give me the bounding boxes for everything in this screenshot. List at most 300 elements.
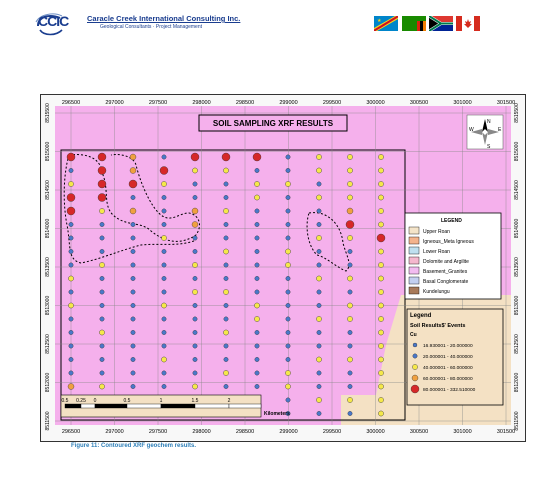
sample-point: [192, 289, 197, 294]
north-arrow-icon: [467, 115, 503, 150]
sample-point: [224, 384, 228, 388]
sample-point: [224, 263, 228, 267]
bottom-tick-label: 299500: [322, 429, 342, 435]
bottom-tick-label: 301500: [496, 429, 516, 435]
bottom-tick-label: 298500: [235, 429, 255, 435]
sample-point: [317, 303, 321, 307]
sample-point: [67, 207, 75, 215]
sample-point: [317, 209, 321, 213]
sample-point: [98, 167, 106, 175]
legend-item-label: Kundelungu: [423, 289, 450, 295]
sample-point: [347, 154, 352, 159]
sample-point: [129, 180, 137, 188]
drc-flag-icon: [374, 16, 398, 31]
sample-point: [131, 330, 135, 334]
sample-point: [254, 181, 259, 186]
sample-point: [131, 249, 135, 253]
sample-point: [348, 249, 352, 253]
sample-point: [130, 168, 136, 174]
top-tick-label: 300000: [366, 100, 385, 106]
sample-point: [99, 262, 104, 267]
sample-point: [224, 222, 228, 226]
left-tick-label: 8511500: [45, 411, 51, 431]
sample-point: [69, 249, 73, 253]
sample-point: [317, 249, 321, 253]
sample-point: [162, 263, 166, 267]
sample-point: [286, 290, 290, 294]
sample-point: [378, 303, 383, 308]
sample-point: [100, 371, 104, 375]
sample-point: [224, 182, 228, 186]
scale-segment: [81, 404, 95, 408]
sample-point: [255, 276, 259, 280]
bottom-tick-label: 299000: [279, 429, 298, 435]
sample-point: [317, 182, 321, 186]
svg-text:E: E: [498, 127, 502, 133]
sample-point: [285, 249, 290, 254]
legend-swatch: [409, 247, 419, 254]
sample-point: [317, 222, 321, 226]
sample-point: [161, 303, 166, 308]
sample-point: [161, 181, 166, 186]
sample-point: [224, 276, 228, 280]
left-tick-label: 8514000: [45, 218, 51, 239]
bottom-tick-label: 300500: [409, 429, 429, 435]
right-tick-label: 8512000: [514, 372, 520, 393]
sample-point: [378, 262, 383, 267]
sample-point: [162, 209, 166, 213]
svg-text:Legend: Legend: [410, 313, 432, 319]
top-tick-label: 301000: [453, 100, 472, 106]
top-tick-label: 297000: [105, 100, 124, 106]
sample-point: [223, 208, 228, 213]
sample-point: [223, 370, 228, 375]
sample-point: [222, 153, 230, 161]
sample-point: [286, 330, 290, 334]
svg-text:Soil Results$' Events: Soil Results$' Events: [410, 323, 466, 329]
sample-point: [98, 194, 106, 202]
sample-point: [100, 290, 104, 294]
sample-point: [193, 371, 197, 375]
sample-point: [68, 181, 73, 186]
sample-point: [69, 290, 73, 294]
bottom-tick-label: 298000: [192, 429, 211, 435]
sample-point: [347, 195, 352, 200]
sample-point: [286, 276, 290, 280]
sample-point: [286, 303, 290, 307]
sample-point: [317, 290, 321, 294]
sample-point: [99, 208, 104, 213]
sample-point: [378, 289, 383, 294]
sample-point: [317, 371, 321, 375]
company-tagline: Geological Consultants · Project Management: [100, 24, 202, 30]
svg-text:N: N: [487, 119, 491, 125]
sample-point: [348, 263, 352, 267]
scale-segment: [127, 404, 161, 408]
sample-point: [161, 235, 166, 240]
sample-point: [100, 249, 104, 253]
sample-point: [100, 236, 104, 240]
sample-point: [286, 195, 290, 199]
sample-point: [193, 182, 197, 186]
sample-point: [193, 344, 197, 348]
sample-point: [69, 317, 73, 321]
bottom-tick-label: 301000: [453, 429, 472, 435]
sample-point: [98, 180, 106, 188]
sample-point: [131, 357, 135, 361]
sample-point: [255, 371, 259, 375]
sample-point: [316, 168, 321, 173]
top-tick-label: 298000: [192, 100, 211, 106]
bottom-tick-label: 297000: [105, 429, 124, 435]
map-canvas: [41, 95, 525, 441]
scale-bar: [61, 395, 290, 417]
legend-class-label: 80.000001 - 332.510000: [423, 388, 476, 393]
sample-point: [255, 384, 259, 388]
sample-point: [162, 290, 166, 294]
legend-class-label: 40.000001 - 60.000000: [423, 366, 473, 371]
map-title: SOIL SAMPLING XRF RESULTS: [212, 119, 334, 128]
company-name: Caracle Creek International Consulting Inc.: [87, 14, 241, 23]
sample-point: [255, 236, 259, 240]
sample-point: [131, 263, 135, 267]
sample-point: [100, 317, 104, 321]
sample-point: [69, 330, 73, 334]
sample-point: [162, 249, 166, 253]
legend-swatch: [409, 257, 419, 264]
sample-point: [286, 344, 290, 348]
legend-class-symbol: [411, 385, 419, 393]
svg-text:★: ★: [377, 18, 382, 24]
top-tick-label: 301500: [496, 100, 516, 106]
top-tick-label: 299000: [279, 100, 298, 106]
sample-point: [192, 208, 198, 214]
sample-point: [378, 208, 383, 213]
scale-label: 0.5: [123, 398, 131, 404]
right-tick-label: 8512500: [514, 334, 520, 354]
sample-point: [286, 357, 290, 361]
sample-point: [348, 371, 352, 375]
sample-point: [255, 249, 259, 253]
sample-point: [285, 181, 290, 186]
scale-segment: [229, 404, 261, 408]
sample-point: [131, 371, 135, 375]
sample-point: [347, 303, 352, 308]
sample-point: [347, 235, 352, 240]
legend-class-symbol: [412, 375, 418, 381]
sample-point: [347, 208, 353, 214]
sample-point: [192, 262, 197, 267]
sample-point: [69, 263, 73, 267]
top-tick-label: 297500: [148, 100, 168, 106]
left-tick-label: 8513000: [45, 295, 51, 316]
sample-point: [255, 357, 259, 361]
sample-point: [348, 290, 352, 294]
geology-legend: [405, 213, 501, 299]
sample-point: [193, 195, 197, 199]
legend-item-label: Basement_Granites: [423, 269, 468, 275]
svg-text:LEGEND: LEGEND: [441, 218, 462, 224]
sample-point: [347, 168, 352, 173]
sample-point: [285, 384, 290, 389]
sample-point: [193, 330, 197, 334]
right-tick-label: 8514500: [514, 180, 520, 200]
scale-label: 0.25: [76, 398, 86, 404]
sample-point: [347, 397, 352, 402]
sample-point: [378, 411, 383, 416]
sample-point: [316, 195, 321, 200]
right-tick-label: 8514000: [514, 218, 520, 239]
sample-point: [162, 222, 166, 226]
legend-swatch: [409, 287, 419, 294]
sample-point: [162, 195, 166, 199]
soil-results-legend: [407, 309, 503, 405]
logo-text: CCIC: [38, 13, 69, 29]
sample-point: [69, 236, 73, 240]
sample-point: [69, 168, 73, 172]
sample-point: [131, 317, 135, 321]
sample-point: [161, 357, 166, 362]
canada-flag-icon: [456, 16, 480, 31]
sample-point: [100, 222, 104, 226]
sample-point: [347, 181, 352, 186]
sample-point: [162, 384, 166, 388]
sample-point: [162, 344, 166, 348]
sample-point: [316, 397, 321, 402]
sample-point: [254, 303, 259, 308]
legend-item-label: Igneous_Meta Igneous: [423, 239, 474, 245]
sample-point: [285, 370, 290, 375]
sample-point: [223, 249, 228, 254]
sample-point: [378, 330, 383, 335]
right-tick-label: 8515000: [514, 141, 520, 162]
scale-label: 0.5: [61, 398, 69, 404]
left-tick-label: 8513500: [45, 257, 51, 277]
scale-label: 0: [93, 398, 97, 404]
sample-point: [193, 357, 197, 361]
sample-point: [100, 357, 104, 361]
sample-point: [100, 276, 104, 280]
sample-point: [255, 290, 259, 294]
left-tick-label: 8515500: [45, 103, 51, 123]
top-tick-label: 296500: [61, 100, 81, 106]
scale-segment: [161, 404, 195, 408]
sample-point: [377, 234, 385, 242]
scale-label: 1: [159, 398, 163, 404]
sample-point: [255, 263, 259, 267]
bottom-tick-label: 297500: [148, 429, 168, 435]
legend-class-symbol: [413, 354, 417, 358]
sample-point: [99, 384, 104, 389]
zambia-flag-icon: [402, 16, 426, 31]
sample-point: [162, 276, 166, 280]
sample-point: [253, 153, 261, 161]
sample-point: [348, 411, 352, 415]
sample-point: [285, 262, 290, 267]
sample-point: [69, 344, 73, 348]
sample-point: [193, 249, 197, 253]
sample-point: [286, 236, 290, 240]
sample-point: [192, 168, 197, 173]
sample-point: [348, 344, 352, 348]
sample-point: [69, 357, 73, 361]
sample-point: [69, 371, 73, 375]
sample-point: [100, 303, 104, 307]
svg-text:S: S: [487, 144, 491, 150]
sample-point: [254, 195, 259, 200]
legend-class-symbol: [413, 343, 417, 347]
legend-item-label: Basal Conglomerate: [423, 279, 469, 285]
sample-point: [224, 357, 228, 361]
sample-point: [192, 384, 197, 389]
sample-point: [224, 303, 228, 307]
scale-segment: [195, 404, 229, 408]
svg-text:Kilometers: Kilometers: [264, 411, 290, 417]
figure-caption: Figure 11: Contoured XRF geochem results.: [71, 443, 197, 449]
legend-swatch: [409, 237, 419, 244]
sample-point: [316, 154, 321, 159]
sample-point: [193, 317, 197, 321]
sample-point: [160, 167, 168, 175]
sample-point: [316, 357, 321, 362]
legend-swatch: [409, 277, 419, 284]
sample-point: [347, 357, 352, 362]
sample-point: [317, 330, 321, 334]
sample-point: [100, 344, 104, 348]
sample-point: [378, 384, 383, 389]
sample-point: [378, 249, 383, 254]
sample-point: [255, 344, 259, 348]
top-tick-label: 298500: [235, 100, 255, 106]
legend-item-label: Upper Roan: [423, 229, 450, 235]
sample-point: [193, 303, 197, 307]
bottom-tick-label: 300000: [366, 429, 385, 435]
sample-point: [286, 398, 290, 402]
legend-class-label: 16.930001 - 20.000000: [423, 344, 473, 349]
sample-point: [255, 330, 259, 334]
left-tick-label: 8512000: [45, 372, 51, 393]
scale-label: 2: [227, 398, 231, 404]
sample-point: [378, 370, 383, 375]
sample-point: [98, 153, 106, 161]
right-tick-label: 8515500: [514, 103, 520, 123]
sample-point: [68, 384, 74, 390]
sample-point: [68, 276, 73, 281]
legend-class-label: 60.000001 - 80.000000: [423, 377, 473, 382]
sample-point: [131, 276, 135, 280]
sample-point: [191, 153, 199, 161]
svg-text:W: W: [469, 127, 474, 133]
right-tick-label: 8511500: [514, 411, 520, 431]
sample-point: [224, 236, 228, 240]
sample-point: [378, 357, 383, 362]
sample-point: [348, 330, 352, 334]
sample-point: [162, 155, 166, 159]
scale-label: 1.5: [191, 398, 199, 404]
sample-point: [162, 371, 166, 375]
sample-point: [378, 195, 383, 200]
sample-point: [346, 221, 354, 229]
sample-point: [131, 236, 135, 240]
sample-point: [378, 276, 383, 281]
sample-point: [317, 344, 321, 348]
sample-point: [68, 303, 73, 308]
sample-point: [223, 330, 228, 335]
right-tick-label: 8513500: [514, 257, 520, 277]
left-tick-label: 8515000: [45, 141, 51, 162]
sample-point: [378, 154, 383, 159]
top-tick-label: 299500: [322, 100, 342, 106]
sample-point: [162, 330, 166, 334]
south-africa-flag-icon: [429, 16, 453, 31]
scale-segment: [95, 404, 127, 408]
sample-point: [286, 317, 290, 321]
sample-point: [316, 235, 321, 240]
sample-point: [378, 343, 383, 348]
sample-point: [316, 276, 321, 281]
sample-point: [317, 263, 321, 267]
sample-point: [193, 276, 197, 280]
legend-item-label: Lower Roan: [423, 249, 450, 255]
sample-point: [131, 344, 135, 348]
sample-point: [255, 222, 259, 226]
sample-point: [67, 194, 75, 202]
sample-point: [255, 168, 259, 172]
sample-point: [286, 168, 290, 172]
sample-point: [193, 236, 197, 240]
sample-point: [67, 153, 75, 161]
bottom-tick-label: 296500: [61, 429, 81, 435]
map-frame: [40, 94, 526, 442]
legend-class-symbol: [412, 364, 417, 369]
right-tick-label: 8513000: [514, 295, 520, 316]
sample-point: [254, 316, 259, 321]
sample-point: [255, 209, 259, 213]
sample-point: [131, 290, 135, 294]
sample-point: [378, 316, 383, 321]
sample-point: [162, 317, 166, 321]
sample-point: [286, 155, 290, 159]
sample-point: [347, 316, 352, 321]
sample-point: [224, 195, 228, 199]
sample-point: [131, 303, 135, 307]
left-tick-label: 8512500: [45, 334, 51, 354]
legend-item-label: Dolomite and Argilite: [423, 259, 469, 265]
sample-point: [192, 222, 198, 228]
sample-point: [286, 222, 290, 226]
sample-point: [130, 154, 136, 160]
legend-swatch: [409, 227, 419, 234]
sample-point: [378, 222, 383, 227]
legend-class-label: 20.000001 - 40.000000: [423, 355, 473, 360]
sample-point: [131, 195, 135, 199]
sample-point: [224, 317, 228, 321]
sample-point: [317, 411, 321, 415]
sample-point: [223, 168, 228, 173]
scale-segment: [65, 404, 81, 408]
sample-point: [131, 384, 135, 388]
sample-point: [317, 384, 321, 388]
top-tick-label: 300500: [409, 100, 429, 106]
left-tick-label: 8514500: [45, 180, 51, 200]
sample-point: [131, 222, 135, 226]
sample-point: [286, 209, 290, 213]
sample-point: [378, 181, 383, 186]
sample-point: [130, 208, 136, 214]
sample-point: [348, 384, 352, 388]
sample-point: [378, 397, 383, 402]
sample-point: [224, 344, 228, 348]
